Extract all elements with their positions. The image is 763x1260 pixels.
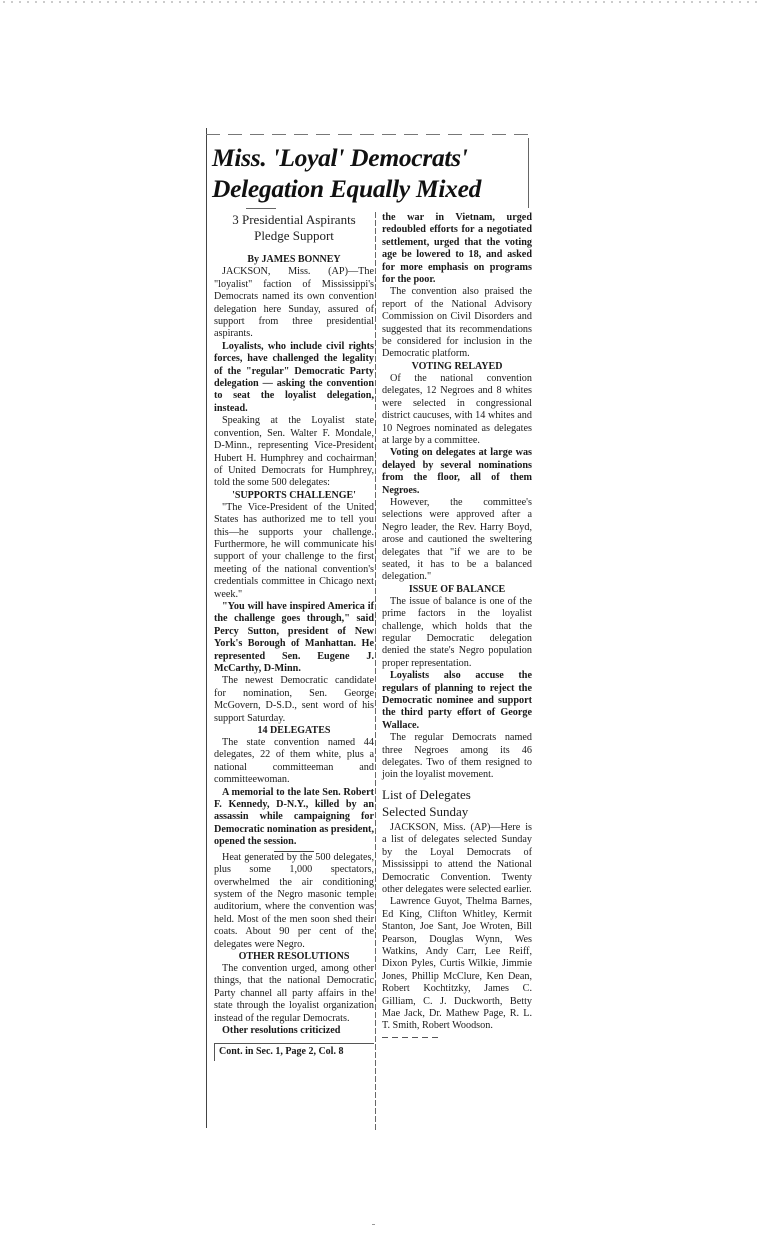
paragraph: JACKSON, Miss. (AP)—Here is a list of delegates selected Sunday by the Loyal Democrats of Mississippi to attend the National Democratic Convention. Twenty other delegates were selected earlier.	[382, 821, 532, 895]
paragraph: The newest Democratic candidate for nomination, Sen. George McGovern, D-S.D., sent word of his support Saturday.	[214, 675, 374, 724]
top-dotted-border	[0, 0, 763, 4]
paragraph: The state convention named 44 delegates, 22 of them white, plus a national committeeman and committeewoman.	[214, 737, 374, 786]
paragraph: The convention urged, among other things, that the national Democratic Party channel all party affairs in the state through the loyalist organization instead of the regular Democrats.	[214, 962, 374, 1024]
subhead: ISSUE OF BALANCE	[408, 583, 506, 595]
paragraph: The convention also praised the report of the National Advisory Commission on Civil Disorders and suggested that its recommendations be considered for inclusion in the Democratic platform.	[382, 286, 532, 360]
headline-line-1: Miss. 'Loyal' Democrats'	[212, 143, 468, 172]
subhead: 14 DELEGATES	[257, 725, 331, 737]
paragraph-bold: Loyalists also accuse the regulars of planning to reject the Democratic nominee and support the third party effort of George Wallace.	[382, 670, 532, 731]
paragraph: Of the national convention delegates, 12 Negroes and 8 whites were selected in congressional district caucuses, with 14 whites and 10 Negroes nominated as delegates at large by a committee.	[382, 372, 532, 446]
paragraph: The regular Democrats named three Negroes among its 46 delegates. Two of them resigned to join the loyalist movement.	[382, 732, 532, 781]
paragraph: JACKSON, Miss. (AP)—The "loyalist" faction of Mississippi's Democrats named its own convention delegation here Sunday, assured of support from three presidential aspirants.	[214, 266, 374, 340]
column-divider	[375, 212, 376, 1132]
headline-line-2: Delegation Equally Mixed	[212, 174, 482, 203]
byline: By JAMES BONNEY	[247, 254, 341, 265]
page-speck	[372, 1224, 375, 1225]
paragraph: "The Vice-President of the United States has authorized me to tell you this—he supports your challenge. Furthermore, he will communicate his support of your challenge to the first meeting of the national convention's credentials committee in Chicago next week."	[214, 501, 374, 600]
paragraph: Speaking at the Loyalist state convention, Sen. Walter F. Mondale, D-Minn., representing Vice-President Hubert H. Humphrey and cochairman of United Democrats for Humphrey, told the some 500 delegates:	[214, 415, 374, 489]
deck-line-1: 3 Presidential Aspirants	[232, 212, 356, 227]
column-left	[214, 212, 374, 1061]
headline	[212, 142, 530, 204]
subhead: OTHER RESOLUTIONS	[238, 950, 350, 962]
list-subhead-line-2: Selected Sunday	[382, 803, 469, 819]
paragraph-bold: Voting on delegates at large was delayed by several nominations from the floor, all of them Negroes.	[382, 447, 532, 496]
paragraph: The issue of balance is one of the prime factors in the loyalist challenge, which holds that the regular Democratic delegation denied the state's Negro population proper representation.	[382, 595, 532, 669]
delegate-list: Lawrence Guyot, Thelma Barnes, Ed King, Clifton Whitley, Kermit Stanton, Joe Sant, Joe Wroten, Bill Pearson, Douglas Wynn, Wes Watkins, Andy Carr, Lee Reiff, Dixon Pyles, Curtis Wilkie, Jimmie Jones, Phillip McClure, Ken Dean, Robert Kochtitzky, James C. Gilliam, C. J. Duckworth, Betty Mae Jack, Dr. Mathew Page, R. L. T. Smith, Robert Woodson.	[382, 896, 532, 1032]
list-subhead-line-1: List of Delegates	[382, 786, 471, 802]
paragraph-bold: Loyalists, who include civil rights forces, have challenged the legality of the "regular" Democratic Party delegation — asking the convention to seat the loyalist delegation, instead.	[214, 340, 374, 414]
deck-line-2: Pledge Support	[254, 228, 334, 243]
paragraph: Heat generated by the 500 delegates, plus some 1,000 spectators, overwhelmed the air conditioning system of the Negro masonic temple auditorium, where the convention was held. Most of the men soon shed their coats. About 90 per cent of the delegates were Negro.	[214, 851, 374, 950]
continuation-line: Cont. in Sec. 1, Page 2, Col. 8	[214, 1043, 374, 1060]
headline-rule	[246, 208, 276, 209]
clipping-left-edge	[206, 128, 207, 1128]
deck-headline	[214, 212, 374, 244]
paragraph-bold: "You will have inspired America if the challenge goes through," said Percy Sutton, president of New York's Borough of Manhattan. He represented Sen. Eugene J. McCarthy, D-Minn.	[214, 600, 374, 674]
paragraph-bold: the war in Vietnam, urged redoubled efforts for a negotiated settlement, urged that the voting age be lowered to 18, and asked for more emphasis on programs for the poor.	[382, 212, 532, 286]
paragraph-bold: Other resolutions criticized	[222, 1024, 341, 1036]
end-mark	[382, 1037, 442, 1038]
news-clipping	[206, 128, 532, 1128]
clipping-top-edge	[206, 134, 528, 135]
paragraph: However, the committee's selections were approved after a Negro leader, the Rev. Harry Boyd, arose and cautioned the sweltering delegates that "if we are to be seated, it has to be a balanced delegation."	[382, 496, 532, 583]
list-subhead	[382, 786, 532, 820]
subhead: VOTING RELAYED	[411, 360, 503, 372]
column-right	[382, 212, 532, 1038]
paragraph-bold: A memorial to the late Sen. Robert F. Kennedy, D-N.Y., killed by an assassin while campaigning for Democratic nomination as president, opened the session.	[214, 786, 374, 848]
subhead: 'SUPPORTS CHALLENGE'	[232, 489, 356, 501]
